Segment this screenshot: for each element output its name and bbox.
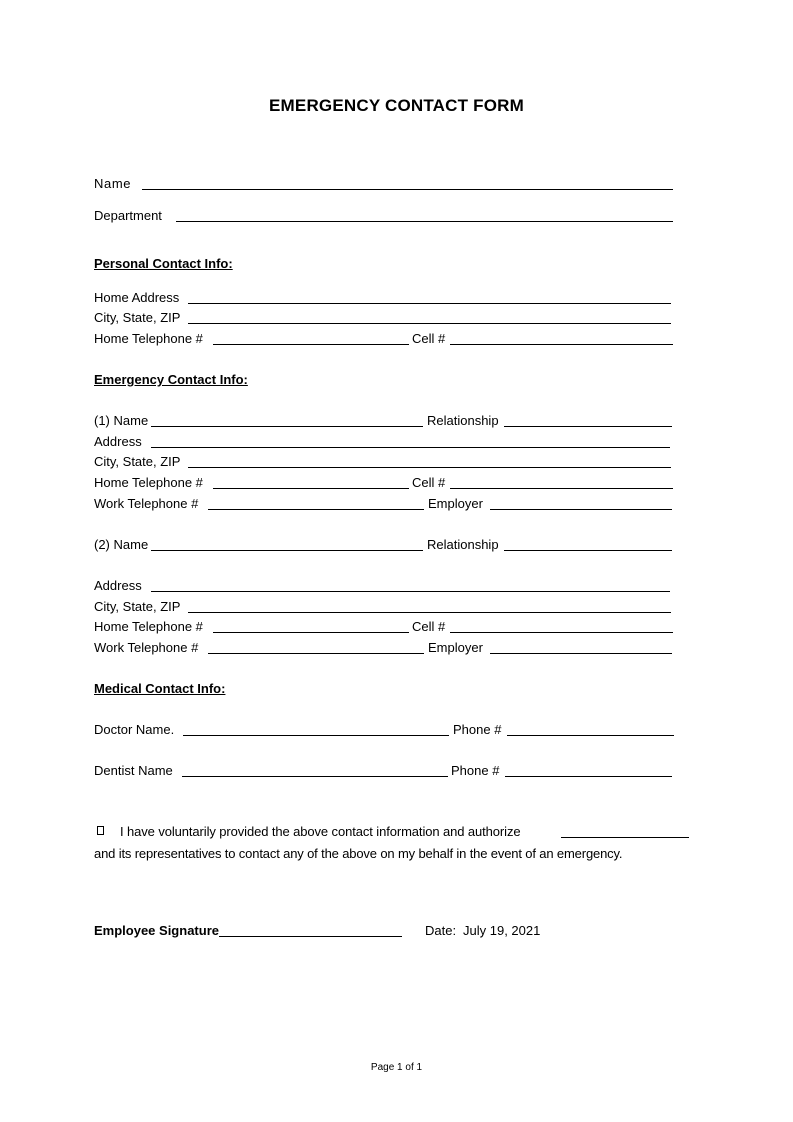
contact1-city-label: City, State, ZIP [94, 454, 181, 469]
cell-label: Cell # [412, 331, 446, 346]
contact2-cell-label: Cell # [412, 619, 446, 634]
contact2-city-field[interactable] [188, 612, 671, 613]
home-telephone-field[interactable] [213, 344, 409, 345]
contact2-name-field[interactable] [151, 550, 423, 551]
home-telephone-label: Home Telephone # [94, 331, 203, 346]
department-field[interactable] [176, 221, 673, 222]
contact2-cell-field[interactable] [450, 632, 673, 633]
contact1-address-field[interactable] [151, 447, 670, 448]
name-field[interactable] [142, 189, 673, 190]
emergency-heading: Emergency Contact Info: [94, 372, 248, 387]
dentist-name-field[interactable] [182, 776, 448, 777]
authorize-company-field[interactable] [561, 837, 689, 838]
contact1-cell-label: Cell # [412, 475, 446, 490]
authorization-text-line1: I have voluntarily provided the above contact information and authorize [120, 824, 521, 839]
contact2-relationship-field[interactable] [504, 550, 672, 551]
authorization-checkbox[interactable] [97, 826, 104, 835]
contact2-address-field[interactable] [151, 591, 670, 592]
date-value: July 19, 2021 [463, 923, 541, 938]
doctor-name-field[interactable] [183, 735, 449, 736]
contact2-city-label: City, State, ZIP [94, 599, 181, 614]
contact1-address-label: Address [94, 434, 142, 449]
contact1-name-label: (1) Name [94, 413, 149, 428]
doctor-phone-label: Phone # [453, 722, 502, 737]
contact1-home-telephone-label: Home Telephone # [94, 475, 203, 490]
contact2-employer-label: Employer [428, 640, 483, 655]
cell-field[interactable] [450, 344, 673, 345]
date-label: Date: [425, 923, 457, 938]
contact1-city-field[interactable] [188, 467, 671, 468]
contact2-home-telephone-label: Home Telephone # [94, 619, 203, 634]
city-state-zip-label: City, State, ZIP [94, 310, 181, 325]
contact1-home-telephone-field[interactable] [213, 488, 409, 489]
contact1-relationship-label: Relationship [427, 413, 499, 428]
page-title: EMERGENCY CONTACT FORM [269, 96, 524, 115]
department-label: Department [94, 208, 162, 223]
signature-field[interactable] [219, 936, 402, 937]
home-address-label: Home Address [94, 290, 180, 305]
dentist-phone-label: Phone # [451, 763, 500, 778]
doctor-name-label: Doctor Name. [94, 722, 175, 737]
authorization-text-line2: and its representatives to contact any of the above on my behalf in the event of an emergency. [94, 846, 623, 861]
contact2-relationship-label: Relationship [427, 537, 499, 552]
dentist-name-label: Dentist Name [94, 763, 173, 778]
signature-label: Employee Signature [94, 923, 219, 938]
name-label: Name [94, 176, 132, 191]
contact2-work-telephone-field[interactable] [208, 653, 424, 654]
contact1-work-telephone-field[interactable] [208, 509, 424, 510]
contact1-relationship-field[interactable] [504, 426, 672, 427]
page-number: Page 1 of 1 [370, 1062, 423, 1073]
contact1-work-telephone-label: Work Telephone # [94, 496, 199, 511]
contact1-cell-field[interactable] [450, 488, 673, 489]
contact1-employer-label: Employer [428, 496, 483, 511]
contact1-employer-field[interactable] [490, 509, 672, 510]
contact2-work-telephone-label: Work Telephone # [94, 640, 199, 655]
contact1-name-field[interactable] [151, 426, 423, 427]
doctor-phone-field[interactable] [507, 735, 674, 736]
dentist-phone-field[interactable] [505, 776, 672, 777]
home-address-field[interactable] [188, 303, 671, 304]
contact2-name-label: (2) Name [94, 537, 149, 552]
personal-heading: Personal Contact Info: [94, 256, 233, 271]
contact2-employer-field[interactable] [490, 653, 672, 654]
contact2-address-label: Address [94, 578, 142, 593]
city-state-zip-field[interactable] [188, 323, 671, 324]
contact2-home-telephone-field[interactable] [213, 632, 409, 633]
medical-heading: Medical Contact Info: [94, 681, 226, 696]
